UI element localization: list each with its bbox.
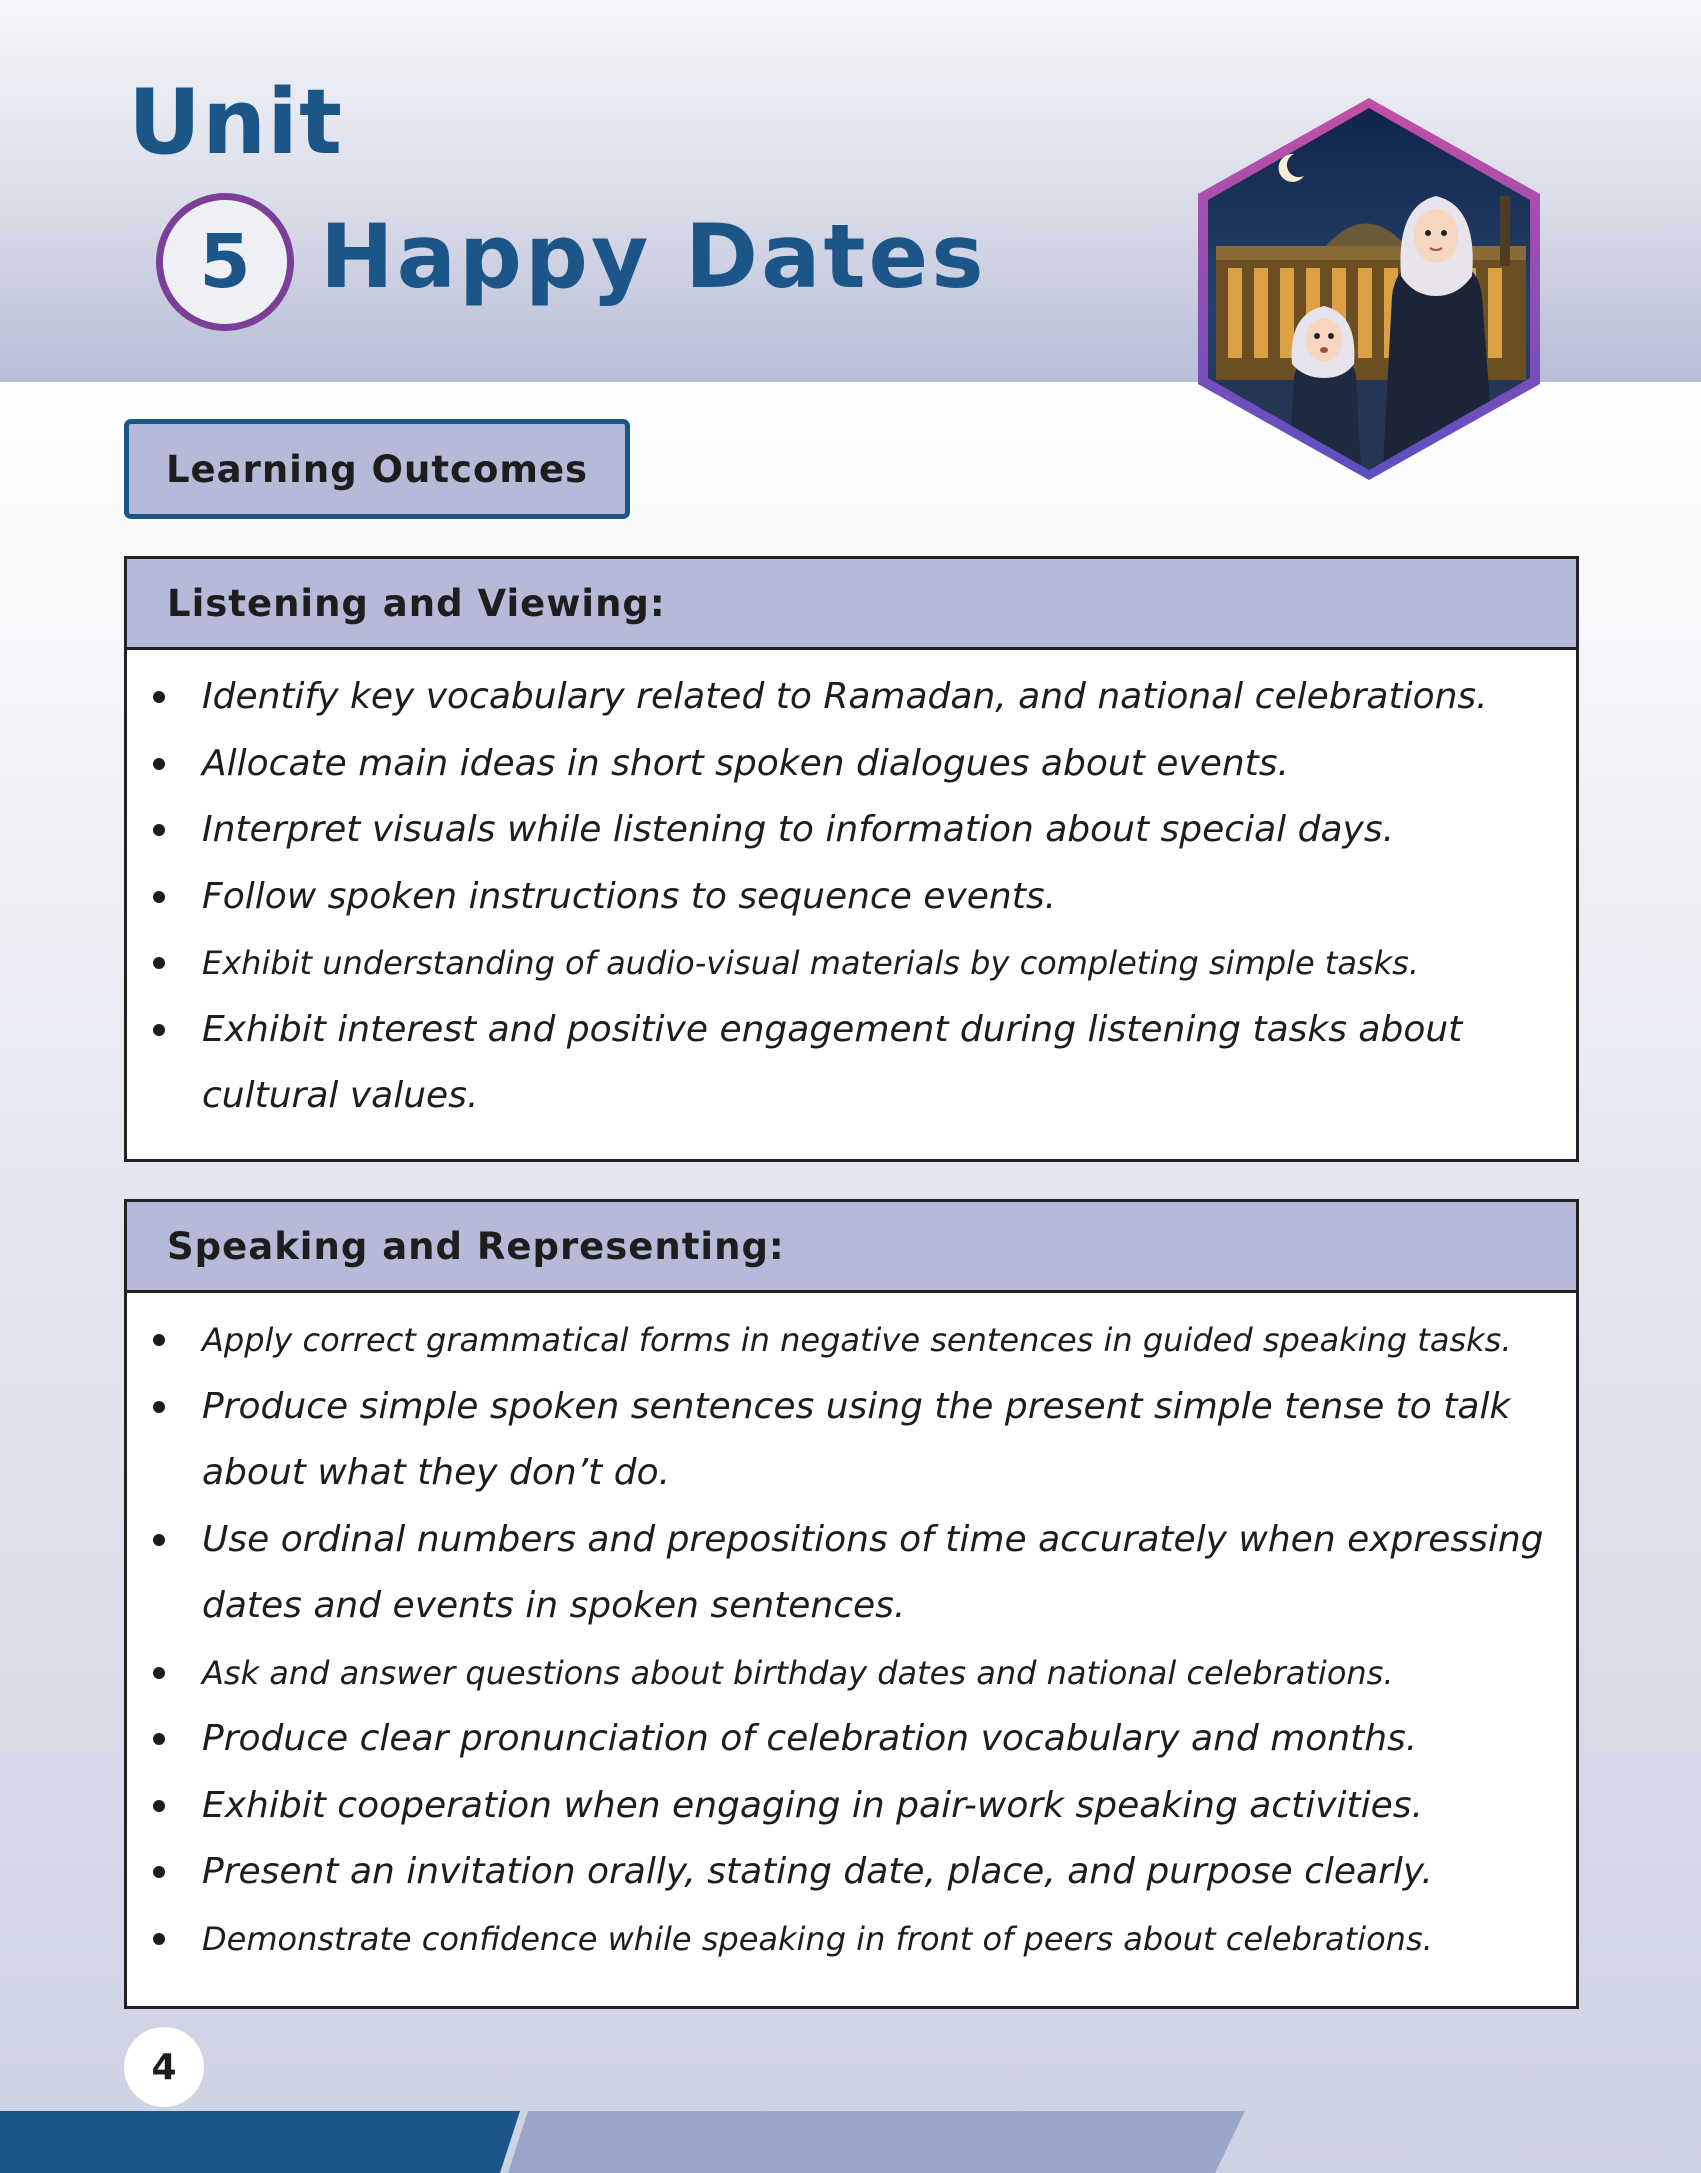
list-item: Produce clear pronunciation of celebration vocabulary and months. [127,1706,1576,1773]
unit-label: Unit [128,70,344,175]
learning-outcomes-label: Learning Outcomes [124,419,630,519]
list-item: Follow spoken instructions to sequence events. [127,864,1576,931]
mosque-night-girls-illustration [1196,96,1542,482]
list-item: Present an invitation orally, stating date, place, and purpose clearly. [127,1839,1576,1906]
footer-bar-light [508,2111,1245,2173]
list-item: Use ordinal numbers and prepositions of time accurately when expressing dates and events in spoken sentences. [127,1507,1576,1640]
listening-viewing-panel [124,556,1579,1162]
page-number: 4 [124,2027,204,2107]
page-title: Happy Dates [320,205,987,308]
list-item: Demonstrate confidence while speaking in front of peers about celebrations. [127,1906,1576,1973]
footer-bar-dark [0,2111,520,2173]
list-item: Allocate main ideas in short spoken dialogues about events. [127,731,1576,798]
speaking-representing-panel [124,1199,1579,2009]
list-item: Identify key vocabulary related to Ramadan, and national celebrations. [127,664,1576,731]
listening-viewing-heading: Listening and Viewing: [127,559,1576,650]
unit-number-badge: 5 [156,193,294,331]
list-item: Ask and answer questions about birthday dates and national celebrations. [127,1640,1576,1707]
list-item: Interpret visuals while listening to information about special days. [127,797,1576,864]
speaking-representing-list [127,1293,1576,1972]
list-item: Apply correct grammatical forms in negative sentences in guided speaking tasks. [127,1307,1576,1374]
list-item: Exhibit interest and positive engagement during listening tasks about cultural values. [127,997,1576,1130]
list-item: Produce simple spoken sentences using the present simple tense to talk about what they don’t do. [127,1374,1576,1507]
footer-bar [0,2111,1701,2173]
list-item: Exhibit cooperation when engaging in pair-work speaking activities. [127,1773,1576,1840]
listening-viewing-list [127,650,1576,1130]
speaking-representing-heading: Speaking and Representing: [127,1202,1576,1293]
list-item: Exhibit understanding of audio-visual materials by completing simple tasks. [127,930,1576,997]
